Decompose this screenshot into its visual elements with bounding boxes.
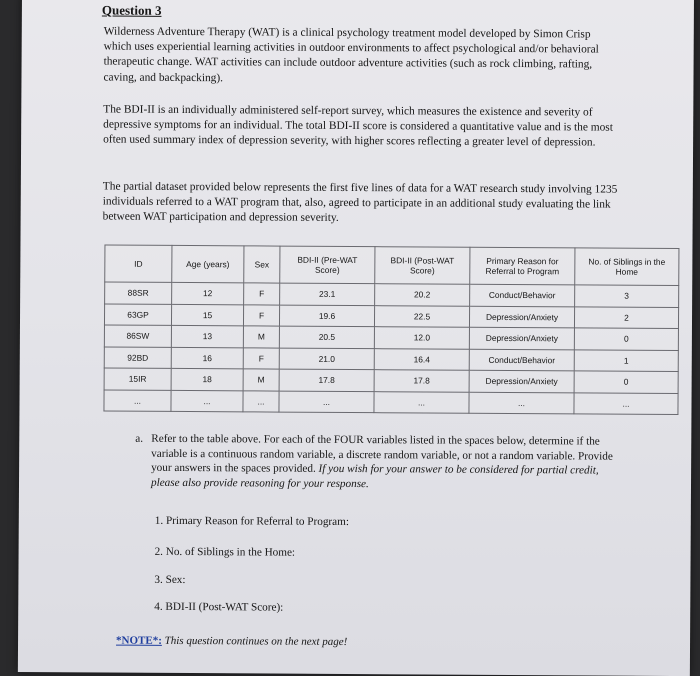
cell-age: 12: [172, 282, 244, 304]
cell-sex: F: [243, 304, 279, 326]
sub-question-siblings: 2. No. of Siblings in the Home:: [154, 545, 296, 559]
cell-bdi-post: 22.5: [374, 305, 469, 327]
cell-age: 16: [171, 347, 243, 369]
cell-ellipsis: ...: [104, 390, 171, 412]
bdi-description-paragraph: The BDI-II is an individually administered self-report survey, which measures the existence and severity of depressive symptoms for an individual. The total BDI-II score is considered a quantitative value and is the most often used summary index of depression severity, with higher scores reflecting a greater level of depression.: [103, 103, 613, 149]
cell-ellipsis: ...: [171, 390, 243, 412]
cell-ellipsis: ...: [374, 391, 469, 413]
question-label: a.: [135, 432, 144, 445]
table-row-ellipsis: [104, 390, 678, 415]
cell-sex: M: [243, 369, 279, 391]
cell-bdi-pre: 21.0: [279, 348, 374, 370]
question-title: Question 3: [101, 2, 162, 18]
cell-ellipsis: ...: [574, 392, 678, 414]
cell-bdi-pre: 23.1: [280, 283, 375, 305]
question-a: [135, 432, 621, 493]
cell-sex: F: [243, 347, 279, 369]
cell-bdi-post: 12.0: [374, 327, 469, 349]
cell-bdi-pre: 20.5: [279, 326, 374, 348]
cell-id: 63GP: [104, 304, 171, 326]
col-header-id: ID: [105, 245, 172, 282]
worksheet-page: [18, 0, 694, 676]
col-header-bdi-post: BDI-II (Post-WAT Score): [375, 247, 470, 285]
col-header-referral-reason: Primary Reason for Referral to Program: [470, 247, 575, 285]
col-header-siblings: No. of Siblings in the Home: [575, 248, 679, 286]
col-header-sex: Sex: [244, 246, 280, 283]
cell-referral-reason: Conduct/Behavior: [469, 349, 574, 371]
cell-id: 86SW: [104, 325, 171, 347]
cell-referral-reason: Depression/Anxiety: [469, 370, 574, 392]
cell-referral-reason: Depression/Anxiety: [469, 306, 574, 328]
cell-ellipsis: ...: [469, 392, 574, 414]
table-header-row: [105, 245, 679, 286]
cell-siblings: 1: [574, 349, 678, 371]
cell-age: 15: [171, 304, 243, 326]
continuation-note: [116, 635, 347, 648]
cell-bdi-post: 20.2: [375, 284, 470, 306]
cell-siblings: 2: [574, 306, 678, 328]
cell-siblings: 0: [574, 371, 678, 393]
dataset-description-paragraph: The partial dataset provided below represents the first five lines of data for a WAT research study involving 1235 individuals referred to a WAT program that, also, agreed to participate in an additional study evaluating the link between WAT participation and depression severity.: [102, 180, 618, 225]
cell-id: 88SR: [105, 282, 172, 304]
question-text: Refer to the table above. For each of the FOUR variables listed in the spaces below, determine if the variable is a continuous random variable, a discrete random variable, or not a random variable. Provide your answers in the spaces provided.: [151, 432, 613, 475]
cell-bdi-post: 17.8: [374, 370, 469, 392]
note-text: This question continues on the next page!: [164, 634, 348, 648]
cell-siblings: 0: [574, 328, 678, 350]
cell-bdi-pre: 19.6: [279, 305, 374, 327]
cell-id: 92BD: [104, 347, 171, 369]
sub-question-sex: 3. Sex:: [154, 573, 186, 587]
sub-question-bdi-post: 4. BDI-II (Post-WAT Score):: [154, 600, 284, 614]
col-header-bdi-pre: BDI-II (Pre-WAT Score): [280, 246, 375, 284]
cell-age: 18: [171, 368, 243, 390]
cell-age: 13: [171, 325, 243, 347]
cell-referral-reason: Conduct/Behavior: [470, 284, 575, 306]
cell-ellipsis: ...: [279, 391, 374, 413]
cell-siblings: 3: [575, 285, 679, 307]
partial-credit-note: If you wish for your answer to be considered for partial credit, please also provide reasoning for your response.: [150, 463, 599, 490]
cell-id: 15IR: [104, 368, 171, 390]
sub-question-referral: 1. Primary Reason for Referral to Program:: [154, 514, 350, 529]
cell-sex: F: [244, 283, 280, 305]
cell-sex: M: [243, 326, 279, 348]
cell-referral-reason: Depression/Anxiety: [469, 327, 574, 349]
note-label: *NOTE*:: [116, 634, 162, 647]
col-header-age: Age (years): [172, 245, 244, 282]
dataset-table: [103, 245, 679, 416]
cell-bdi-pre: 17.8: [279, 369, 374, 391]
cell-bdi-post: 16.4: [374, 348, 469, 370]
cell-ellipsis: ...: [243, 390, 279, 412]
wat-description-paragraph: Wilderness Adventure Therapy (WAT) is a clinical psychology treatment model developed by Simon Crisp which uses experiential learning activities in outdoor environments to affect psychological and/or behavioral therapeutic change. WAT activities can include outdoor adventure activities (such as rock climbing, rafting, caving, and backpacking).: [103, 25, 599, 84]
